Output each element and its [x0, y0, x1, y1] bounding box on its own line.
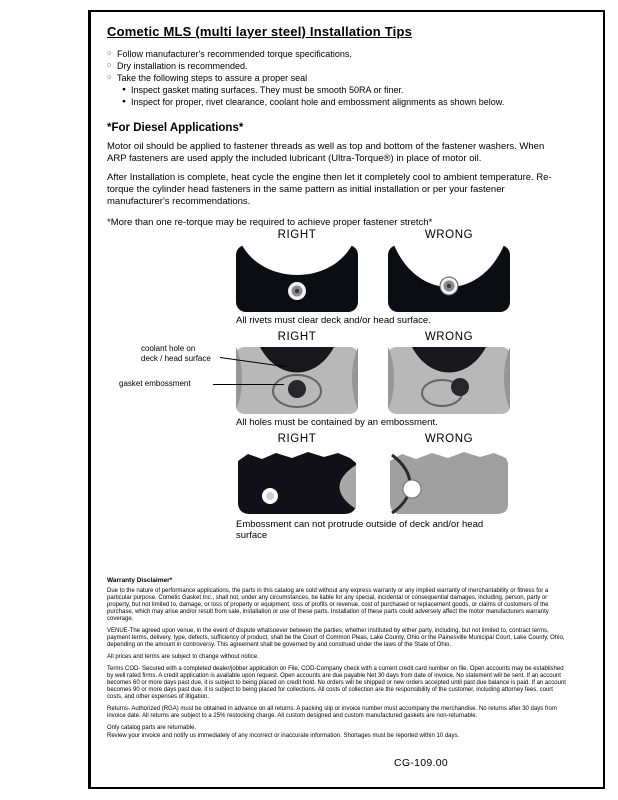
- page-number: CG-109.00: [393, 757, 448, 769]
- sub-list-item: [122, 84, 585, 96]
- warranty-disclaimer: [107, 577, 567, 745]
- retorque-note: *More than one re-torque may be required to achieve proper fastener stretch*: [107, 217, 433, 228]
- filled-bullet-icon: ●: [122, 98, 126, 105]
- diagram-header-row: [236, 433, 510, 447]
- hole-embossment-wrong-diagram: [388, 347, 510, 414]
- disclaimer-paragraph: Only catalog parts are returnable.: [107, 725, 197, 731]
- disclaimer-paragraph: Terms COD- Secured with a completed dealer/jobber application on File, COD-Company check with a current credit card number on file. Open accounts may be established by well rated firms. A credit application is available upon request. Open accounts are due payable Net 30 days from date of invoice. No statement will be sent. If an account becomes 60 or more days past due, it is subject to being placed on credit hold. No orders will be shipped or new orders accepted until past due balance is paid. If an account becomes 90 or more days past due, it is subject to being placed for collections. All costs of collection are the responsibility of the customer, including attorney fees, court costs, and other expenses of litigation.: [107, 666, 566, 700]
- diagram-caption: All holes must be contained by an embossment.: [236, 417, 438, 428]
- diesel-paragraph-2: After Installation is complete, heat cycle the engine then let it completely cool to ambient temperature. Re-torque the cylinder head fasteners in the same pattern as initial installation or per your fastener manufacturer's recommendations.: [107, 172, 552, 207]
- wrong-label: WRONG: [424, 433, 474, 445]
- page-title: Cometic MLS (multi layer steel) Installation Tips: [107, 24, 413, 39]
- installation-tips-list: [107, 48, 585, 108]
- wrong-label: WRONG: [424, 331, 474, 343]
- disclaimer-paragraph: VENUE-The agreed upon venue, in the event of dispute whatsoever between the parties, whether instituted by either party, including, but not limited to, contract terms, payment terms, delivery, type, defects, sufficiency of product, shall be the Court of Common Pleas, Lake County, Ohio or the Painesville Municipal Court, Lake County, Ohio, depending on the amount in controversy. This agreement shall be governed by and construed under the laws of the State of Ohio.: [107, 628, 565, 648]
- diagram-images: [236, 449, 510, 516]
- diagram-row-protrusion: [236, 433, 510, 541]
- rivet-clear-wrong-diagram: [388, 245, 510, 312]
- diagram-images: [236, 245, 510, 312]
- wrong-label: WRONG: [424, 229, 474, 241]
- diagram-row-embossment: [119, 331, 510, 428]
- disclaimer-paragraph: Returns- Authorized (RGA) must be obtained in advance on all returns. A packing slip or invoice number must accompany the merchandise. No returns after 30 days from invoice date. All returns are subject to a 25% restocking charge. All custom designed and custom manufactured gaskets are non-returnable.: [107, 706, 557, 719]
- diesel-applications-heading: *For Diesel Applications*: [107, 122, 244, 134]
- embossment-protrude-right-diagram: [236, 449, 358, 516]
- rivet-clear-right-diagram: [236, 245, 358, 312]
- disclaimer-paragraph: All prices and terms are subject to change without notice.: [107, 654, 259, 660]
- disclaimer-paragraph: Due to the nature of performance applications, the parts in this catalog are sold without any express warranty or any implied warranty of merchantability or fitness for a particular purpose. Cometic Gasket Inc., shall not, under any circumstances, be liable for any special, incidental or consequential damages, including, person, party or property, but not limited to, damage, or loss of property or equipment, loss of profits or revenue, cost of purchased or replacement goods, or claims of customers of the purchase, which may arise and/or result from sale, installation or use of these parts. Installation of these parts could adversely affect the motor manufacturers warranty coverage.: [107, 588, 549, 622]
- diesel-paragraph-1: Motor oil should be applied to fastener threads as well as top and bottom of the fastener washers. When ARP fasteners are used apply the included lubricant (Ultra-Torque®) in place of motor oil.: [107, 141, 545, 164]
- list-item-text: Take the following steps to assure a proper seal: [117, 73, 308, 83]
- list-item: [107, 72, 585, 84]
- open-bullet-icon: ○: [107, 62, 112, 69]
- leader-line: [213, 384, 284, 385]
- list-item-text: Dry installation is recommended.: [117, 61, 248, 71]
- warranty-disclaimer-heading: Warranty Disclaimer*: [107, 577, 173, 584]
- list-item: [107, 48, 585, 60]
- diagram-header-row: [236, 229, 510, 243]
- coolant-hole-annotation: coolant hole on deck / head surface: [141, 344, 211, 363]
- list-item: [107, 60, 585, 72]
- diagram-caption: Embossment can not protrude outside of deck and/or head surface: [236, 519, 484, 541]
- diagram-section: [119, 229, 510, 541]
- right-label: RIGHT: [277, 229, 317, 241]
- diagram-header-row: [236, 331, 510, 345]
- document-page-frame: [88, 10, 605, 789]
- sub-list-item: [122, 96, 585, 108]
- disclaimer-paragraph: Review your invoice and notify us immediately of any incorrect or inaccurate information. Shortages must be reported within 10 days.: [107, 733, 460, 739]
- embossment-protrude-wrong-diagram: [388, 449, 510, 516]
- open-bullet-icon: ○: [107, 50, 112, 57]
- open-bullet-icon: ○: [107, 74, 112, 81]
- gasket-embossment-annotation: gasket embossment: [119, 379, 191, 388]
- filled-bullet-icon: ●: [122, 86, 126, 93]
- hole-embossment-right-diagram: [236, 347, 358, 414]
- right-label: RIGHT: [277, 331, 317, 343]
- diagram-row-rivets: [236, 229, 510, 326]
- diagram-images: [236, 347, 510, 414]
- list-item-text: Follow manufacturer's recommended torque specifications.: [117, 49, 352, 59]
- list-item-text: Inspect gasket mating surfaces. They must be smooth 50RA or finer.: [131, 85, 404, 95]
- diagram-caption: All rivets must clear deck and/or head surface.: [236, 315, 431, 326]
- list-item-text: Inspect for proper, rivet clearance, coolant hole and embossment alignments as shown below.: [131, 97, 505, 107]
- right-label: RIGHT: [277, 433, 317, 445]
